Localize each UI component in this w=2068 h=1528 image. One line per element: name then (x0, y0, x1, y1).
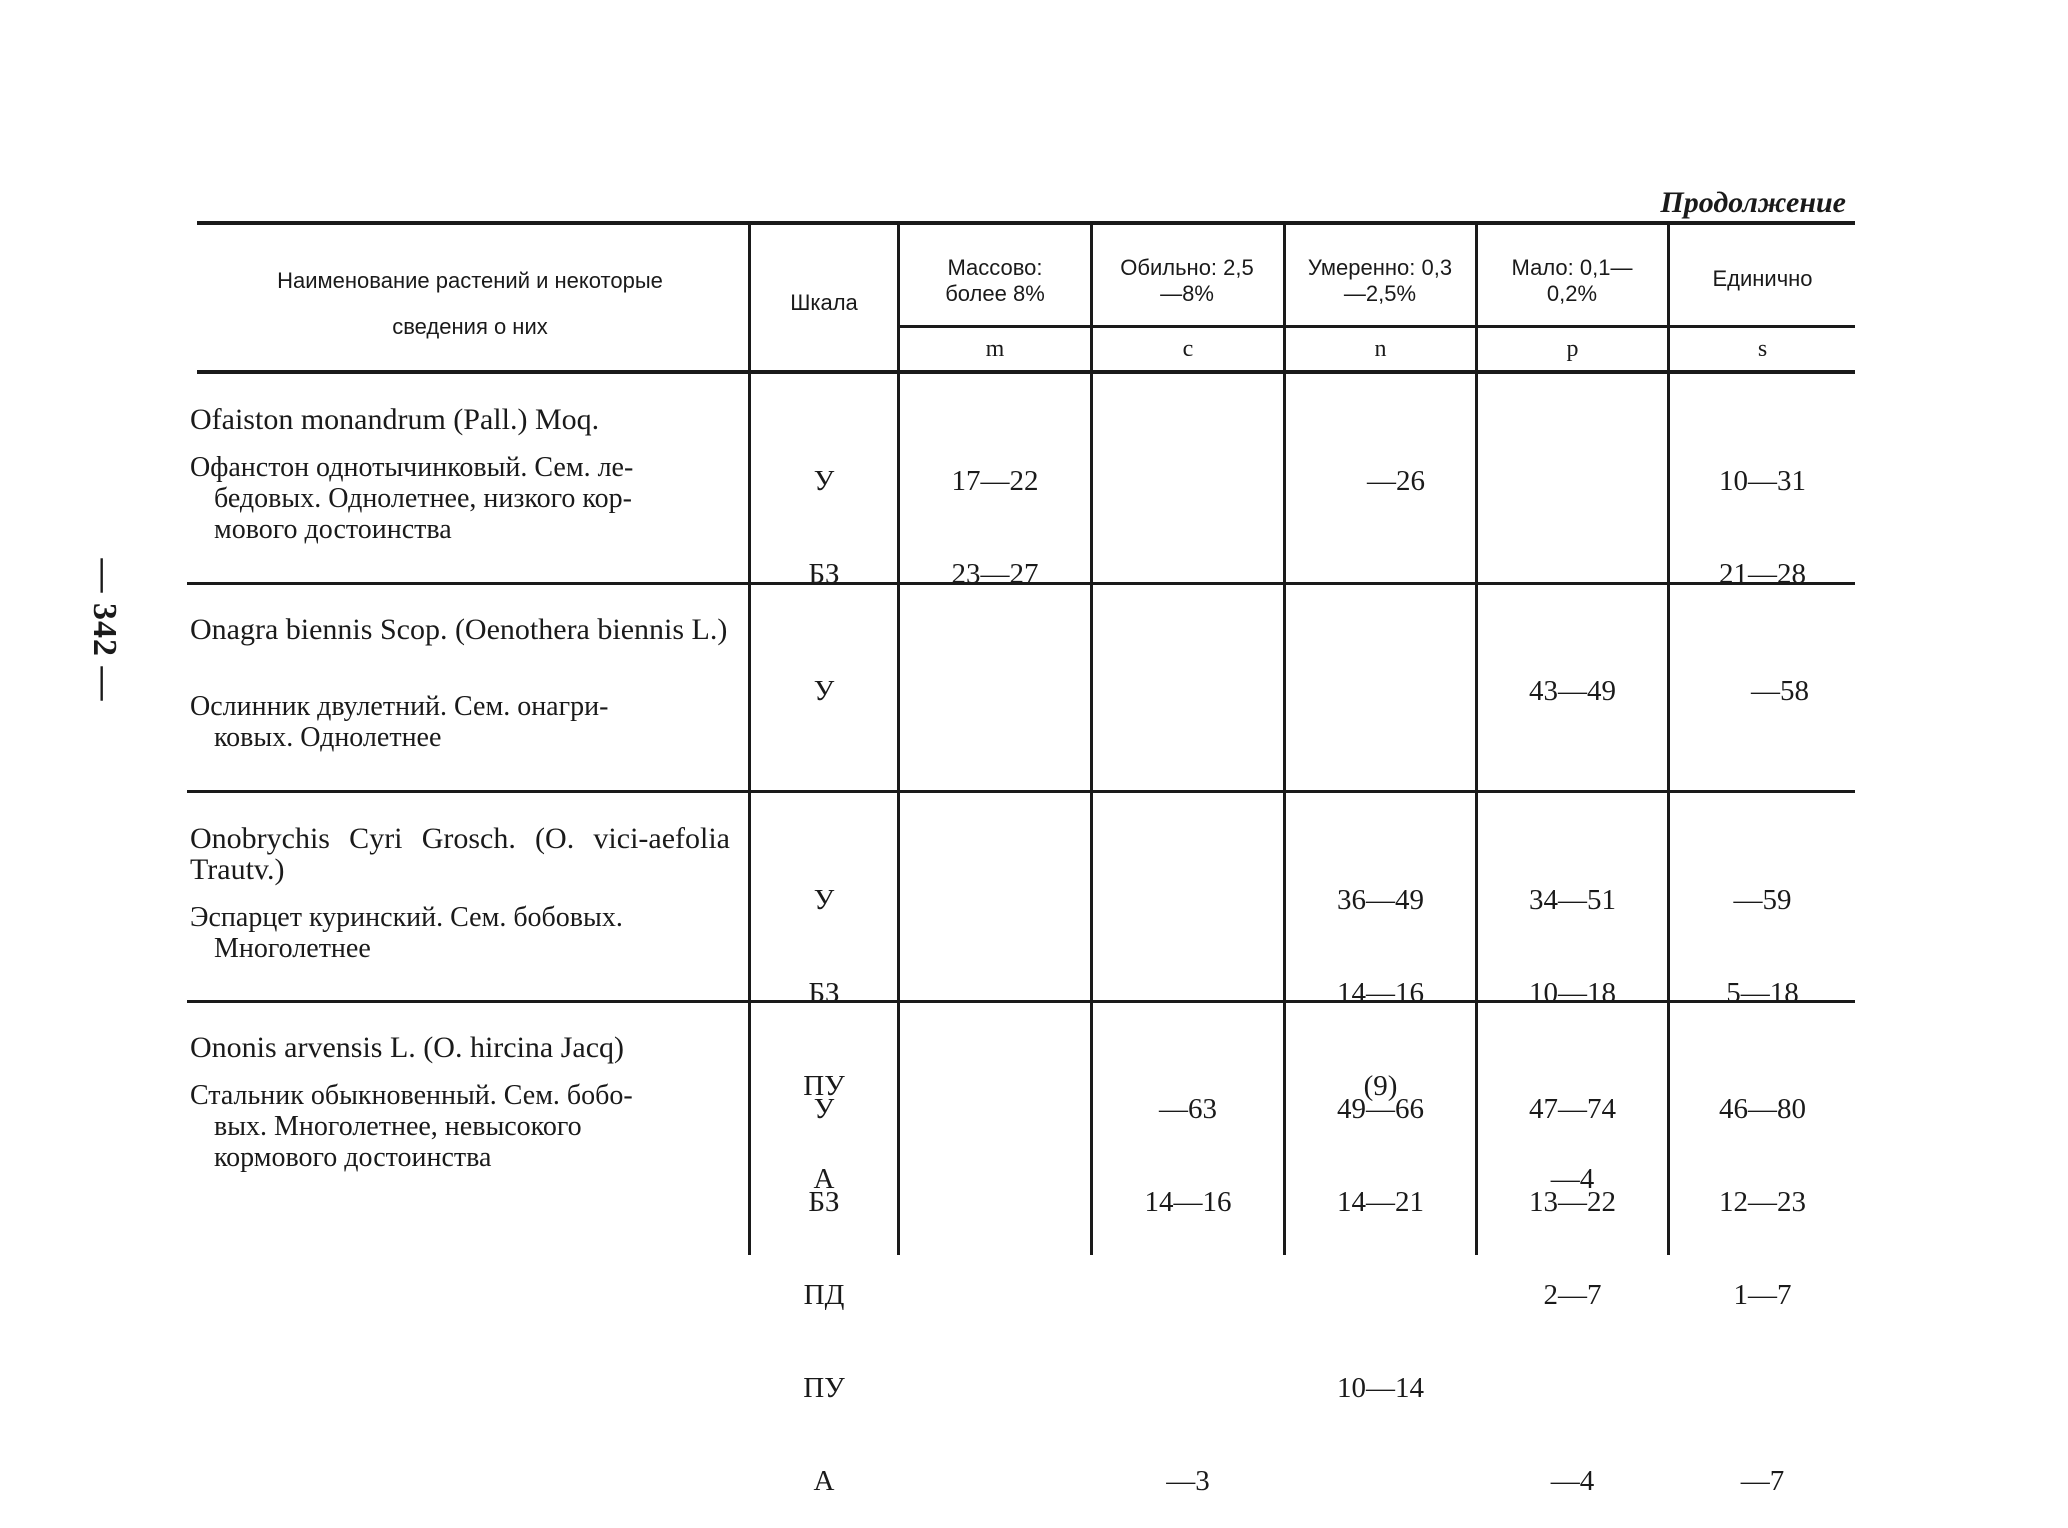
value: 14—16 (1337, 977, 1424, 1009)
continuation-label: Продолжение (1660, 186, 1846, 219)
value (1093, 1280, 1283, 1311)
value: 14—21 (1337, 1186, 1424, 1218)
scale-value: БЗ (808, 977, 840, 1009)
value: 2—7 (1543, 1279, 1602, 1311)
value: 10—31 (1719, 465, 1806, 497)
table-top-rule (197, 221, 1855, 225)
row2-russian-line: ковых. Однолетнее (214, 722, 442, 753)
scale-value: У (813, 675, 835, 707)
value: 49—66 (1337, 1093, 1424, 1125)
value: 10—14 (1337, 1372, 1424, 1404)
header-letter-s: s (1757, 336, 1768, 362)
value (1093, 1373, 1283, 1404)
row1-n (1286, 404, 1506, 528)
value: (9) (1363, 1070, 1398, 1102)
value: 10—18 (1529, 977, 1616, 1009)
row4-russian (190, 1080, 730, 1173)
value: —7 (1740, 1465, 1785, 1497)
value: —4 (1550, 1465, 1595, 1497)
page-number: — 342 — (86, 558, 123, 702)
row4-russian-line: кормового достоинства (214, 1142, 492, 1173)
header-name: Наименование растений и некоторые сведения о них (277, 268, 663, 339)
row1-latin: Ofaiston monandrum (Pall.) Moq. (190, 403, 600, 436)
scale-value: БЗ (808, 558, 840, 590)
value: —3 (1166, 1465, 1210, 1497)
value: 17—22 (951, 465, 1039, 497)
scale-value: У (813, 884, 835, 916)
row1-scale (751, 404, 897, 621)
value: 47—74 (1529, 1093, 1616, 1125)
value: 23—27 (951, 558, 1039, 590)
row-separator-2 (187, 790, 1855, 793)
row1-russian-line: Офанстон однотычинковый. Сем. ле- (190, 452, 634, 483)
value: 5—18 (1726, 977, 1799, 1009)
scale-value: ПУ (803, 1372, 845, 1404)
row1-m (900, 404, 1090, 621)
value (1670, 1373, 1855, 1404)
row2-latin: Onagra biennis Scop. (Oenothera biennis L.) (190, 613, 728, 646)
row4-russian-line: Стальник обыкновенный. Сем. бобо- (190, 1080, 633, 1111)
header-letter-n: n (1374, 336, 1387, 362)
value: —4 (1550, 1163, 1595, 1195)
value: —59 (1733, 884, 1792, 916)
header-letter-c: c (1182, 336, 1194, 362)
header-c: Обильно: 2,5—8% (1120, 255, 1254, 306)
header-bottom-rule (197, 370, 1855, 374)
scale-value: ПУ (803, 1070, 845, 1102)
row3-russian (190, 902, 730, 964)
scale-value: У (813, 1093, 835, 1125)
row1-russian (190, 452, 730, 545)
header-scale: Шкала (790, 290, 858, 315)
row2-russian (190, 691, 730, 753)
value: —63 (1159, 1093, 1217, 1125)
value: —26 (1367, 465, 1425, 497)
header-sub-rule (897, 325, 1855, 328)
row3-russian-line: Многолетнее (214, 933, 371, 964)
col-divider-m (897, 225, 900, 1255)
row4-russian-line: вых. Многолетнее, невысокого (214, 1111, 582, 1142)
row4-s (1670, 1032, 1855, 1528)
row1-s (1670, 404, 1855, 621)
value (1478, 1373, 1667, 1404)
value: 13—22 (1529, 1186, 1616, 1218)
value: 43—49 (1529, 675, 1616, 707)
row2-russian-line: Ослинник двулетний. Сем. онагри- (190, 691, 609, 722)
row2-scale (751, 614, 897, 738)
row2-s (1670, 614, 1890, 738)
value: 34—51 (1529, 884, 1616, 916)
row3-russian-line: Эспарцет куринский. Сем. бобовых. (190, 902, 623, 933)
row4-latin: Ononis arvensis L. (O. hircina Jacq) (190, 1031, 625, 1064)
row4-c (1093, 1032, 1283, 1528)
row4-p (1478, 1032, 1667, 1528)
row3-s (1670, 823, 1855, 1040)
value: 14—16 (1144, 1186, 1232, 1218)
value: —58 (1751, 675, 1809, 707)
row4-scale (751, 1032, 897, 1528)
header-letter-p: p (1566, 336, 1579, 362)
value: 21—28 (1719, 558, 1806, 590)
scale-value: БЗ (808, 1186, 840, 1218)
scale-value: У (813, 465, 835, 497)
scale-value: ПД (803, 1279, 845, 1311)
value: 36—49 (1337, 884, 1424, 916)
value: 1—7 (1733, 1279, 1792, 1311)
row4-n (1286, 1032, 1475, 1435)
row1-russian-line: бедовых. Однолетнее, низкого кор- (214, 483, 632, 514)
scale-value: А (813, 1163, 835, 1195)
row3-latin: Onobrychis Cyri Grosch. (O. vici-aefolia Trautv.) (190, 822, 730, 886)
header-letter-m: m (985, 336, 1005, 362)
header-s: Единично (1712, 266, 1813, 291)
value: 46—80 (1719, 1093, 1806, 1125)
header-n: Умеренно: 0,3—2,5% (1307, 255, 1453, 306)
header-m: Массово: более 8% (945, 255, 1045, 306)
scale-value: А (813, 1465, 835, 1497)
row2-p (1478, 614, 1667, 738)
header-p: Мало: 0,1—0,2% (1511, 255, 1633, 306)
value: 12—23 (1719, 1186, 1806, 1218)
value (1286, 1280, 1475, 1311)
row1-russian-line: мового достоинства (214, 514, 452, 545)
